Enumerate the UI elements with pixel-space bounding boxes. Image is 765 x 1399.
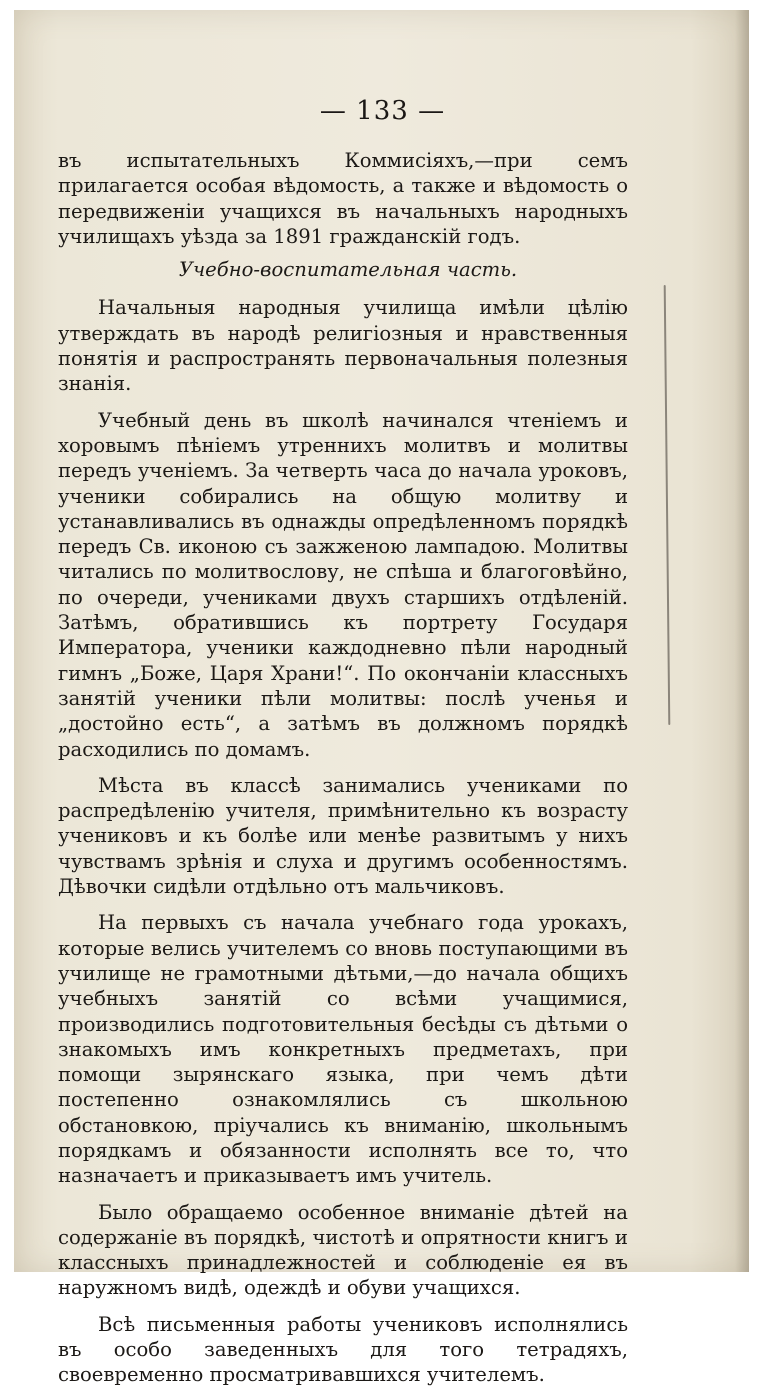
page-number: — 133 —	[319, 96, 446, 126]
page-body	[58, 148, 628, 1399]
paragraph-school-day: Учебный день въ школѣ начинался чтенiемъ и хоровымъ пѣнiемъ утреннихъ молитвъ и молитвы передъ ученiемъ. За четверть часа до начала уроковъ, ученики собирались на общую молитву и устанавливались въ однажды опредѣленномъ порядкѣ передъ Св. иконою съ зажженою лампадою. Молитвы читались по молитвослову, не спѣша и благоговѣйно, по очереди, учениками двухъ старшихъ отдѣленiй. Затѣмъ, обратившись къ портрету Государя Императора, ученики каждодневно пѣли народный гимнъ „Боже, Царя Храни!“. По окончанiи классныхъ занятiй ученики пѣли молитвы: послѣ ученья и „достойно есть“, а затѣмъ въ должномъ порядкѣ расходились по домамъ.	[58, 408, 628, 761]
paragraph-seating: Мѣста въ классѣ занимались учениками по распредѣленiю учителя, примѣнительно къ возрасту учениковъ и къ болѣе или менѣе развитымъ у нихъ чувствамъ зрѣнiя и слуха и другимъ особенностямъ. Дѣвочки сидѣли отдѣльно отъ мальчиковъ.	[58, 773, 628, 899]
paragraph-written-work: Всѣ письменныя работы учениковъ исполнялись въ особо заведенныхъ для того тетрадяхъ, своевременно просматривавшихся учителемъ.	[58, 1312, 628, 1387]
section-heading: Учебно-воспитательная часть.	[178, 258, 518, 282]
page-spine-shadow	[735, 10, 749, 1272]
paragraph-aims: Начальныя народныя училища имѣли цѣлiю утверждать въ народѣ религiозныя и нравственныя понятiя и распространять первоначальныя полезныя знанiя.	[58, 296, 628, 396]
paragraph-neatness: Было обращаемо особенное вниманiе дѣтей на содержанiе въ порядкѣ, чистотѣ и опрятности книгъ и классныхъ принадлежностей и соблюденiе ея въ наружномъ видѣ, одеждѣ и обуви учащихся.	[58, 1200, 628, 1300]
paragraph-first-lessons: На первыхъ съ начала учебнаго года урокахъ, которые велись учителемъ со вновь поступающими въ училище не грамотными дѣтьми,—до начала общихъ учебныхъ занятiй со всѣми учащимися, производились подготовительныя бесѣды съ дѣтьми о знакомыхъ имъ конкретныхъ предметахъ, при помощи зырянскаго языка, при чемъ дѣти постепенно ознакомлялись съ школьною обстановкою, прiучались къ вниманiю, школьнымъ порядкамъ и обязанности исполнять все то, что назначаетъ и приказываетъ имъ учитель.	[58, 911, 628, 1188]
intro-paragraph: въ испытательныхъ Коммисiяхъ,—при семъ прилагается особая вѣдомость, а также и вѣдомость о передвиженiи учащихся въ начальныхъ народныхъ училищахъ уѣзда за 1891 гражданскiй годъ.	[58, 149, 628, 248]
